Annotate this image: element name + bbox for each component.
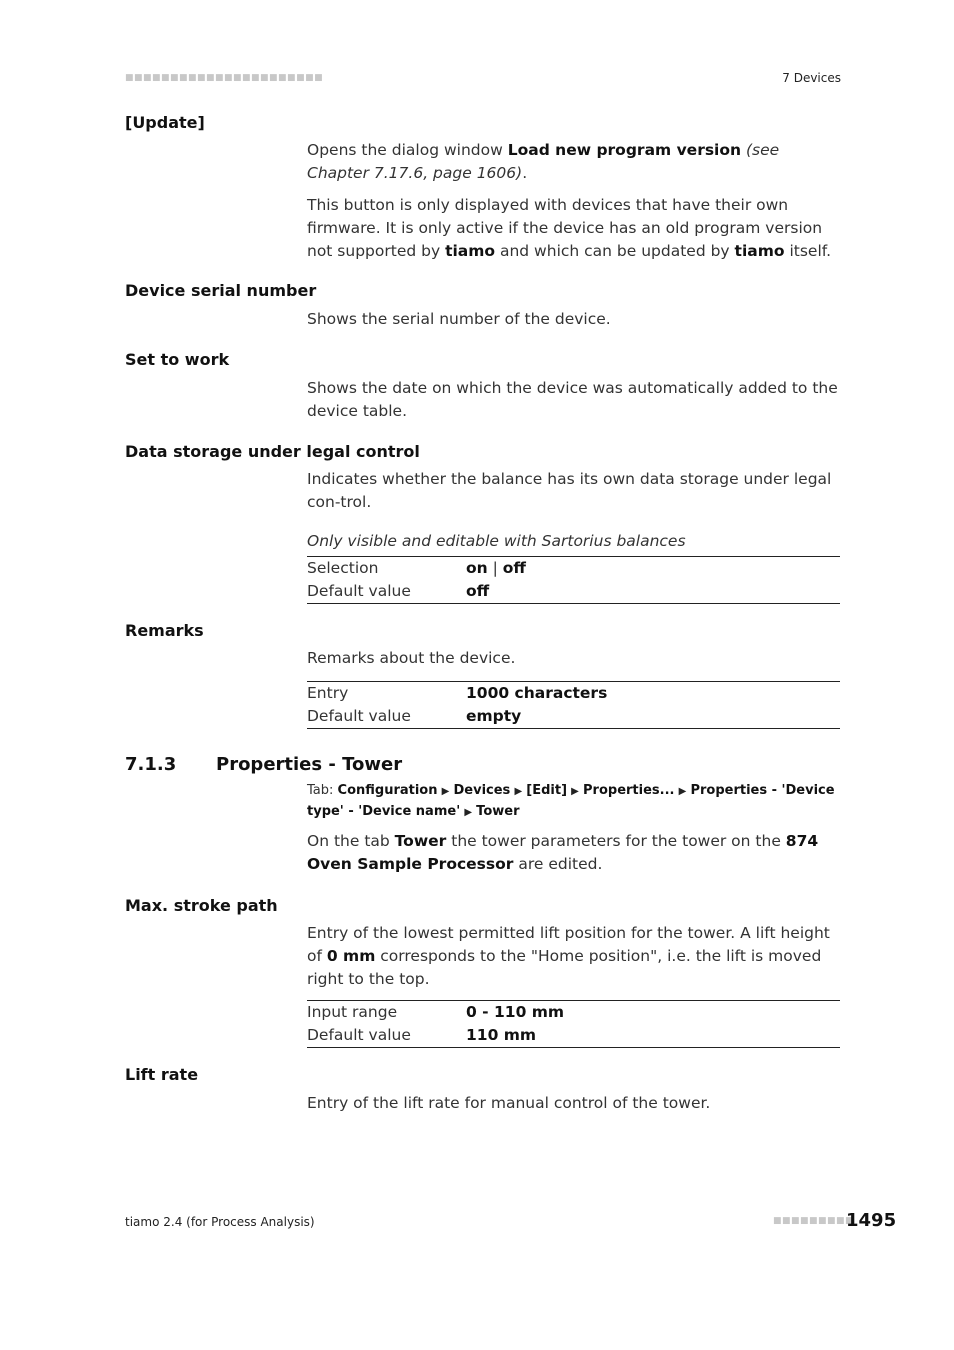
term-update: [Update] xyxy=(125,113,205,132)
table-row xyxy=(307,1001,840,1024)
datastorage-table xyxy=(307,556,840,604)
term-device-serial-number: Device serial number xyxy=(125,281,317,300)
footer-decoration: ■■■■■■■■■ xyxy=(773,1216,855,1226)
stroke-text: corresponds to the "Home position", i.e. the lift is moved right to the top. xyxy=(307,947,822,988)
tab-name: Tower xyxy=(394,832,447,850)
product-name: tiamo xyxy=(734,242,785,260)
triangle-right-icon: ▶ xyxy=(571,786,579,797)
stroke-description xyxy=(307,922,840,991)
stroke-text: Entry of the lowest permitted lift position for the tower. A lift height of xyxy=(307,924,830,965)
dialog-name: Load new program version xyxy=(507,141,742,159)
datastorage-description: Indicates whether the balance has its own data storage under legal con-trol. xyxy=(307,470,832,511)
term-lift-rate: Lift rate xyxy=(125,1065,199,1084)
triangle-right-icon: ▶ xyxy=(678,786,687,797)
row-value: empty xyxy=(466,707,522,725)
update-note-text: This button is only displayed with devices that have their own firmware. It is only active if the device has an old program version not supported by xyxy=(307,196,823,260)
intro-text: the tower parameters for the tower on the xyxy=(446,832,786,850)
row-label: Entry xyxy=(307,684,349,702)
header-decoration: ■■■■■■■■■■■■■■■■■■■■■■ xyxy=(125,73,324,83)
update-text-end: . xyxy=(522,164,528,182)
update-note xyxy=(307,194,840,263)
path-item: Configuration xyxy=(337,783,438,798)
row-label: Selection xyxy=(307,559,379,577)
row-label: Default value xyxy=(307,1026,411,1044)
table-row xyxy=(307,1024,840,1047)
term-data-storage: Data storage under legal control xyxy=(125,442,420,461)
update-note-text: itself. xyxy=(784,242,832,260)
stroke-value: 0 mm xyxy=(326,947,376,965)
update-description xyxy=(307,139,840,185)
triangle-right-icon: ▶ xyxy=(514,786,523,797)
stroke-table xyxy=(307,1000,840,1048)
product-name: tiamo xyxy=(445,242,496,260)
section-intro xyxy=(307,830,840,876)
row-value: 1000 characters xyxy=(466,684,608,702)
triangle-right-icon: ▶ xyxy=(441,786,450,797)
liftrate-description: Entry of the lift rate for manual control of the tower. xyxy=(307,1094,711,1112)
term-remarks: Remarks xyxy=(125,621,204,640)
row-label: Input range xyxy=(307,1003,398,1021)
intro-text: are edited. xyxy=(513,855,603,873)
update-text: Opens the dialog window xyxy=(307,141,508,159)
table-row xyxy=(307,705,840,728)
update-note-text: and which can be updated by xyxy=(495,242,735,260)
row-value: on | off xyxy=(466,559,526,577)
section-title: Properties - Tower xyxy=(216,754,403,775)
chapter-header: 7 Devices xyxy=(782,71,841,85)
row-value: 0 - 110 mm xyxy=(466,1003,565,1021)
table-row xyxy=(307,557,840,580)
row-label: Default value xyxy=(307,582,411,600)
setwork-description: Shows the date on which the device was automatically added to the device table. xyxy=(307,379,838,420)
section-number: 7.1.3 xyxy=(125,754,177,775)
chapter-reference-link[interactable]: (see Chapter 7.17.6, page 1606) xyxy=(307,141,780,182)
term-set-to-work: Set to work xyxy=(125,350,230,369)
path-item: Devices xyxy=(453,783,511,798)
path-item: Properties... xyxy=(583,783,675,798)
tab-label: Tab: xyxy=(307,783,338,798)
remarks-description: Remarks about the device. xyxy=(307,649,516,667)
remarks-table xyxy=(307,681,840,729)
tab-path-breadcrumb xyxy=(307,781,840,823)
intro-text: On the tab xyxy=(307,832,395,850)
path-item: Tower xyxy=(476,804,520,819)
table-row xyxy=(307,580,840,603)
footer-product: tiamo 2.4 (for Process Analysis) xyxy=(125,1215,315,1229)
row-label: Default value xyxy=(307,707,411,725)
path-item: Properties - 'Device type' - 'Device name' xyxy=(307,783,835,819)
datastorage-note: Only visible and editable with Sartorius balances xyxy=(307,532,686,550)
device-name: 874 Oven Sample Processor xyxy=(307,832,819,873)
term-max-stroke-path: Max. stroke path xyxy=(125,896,278,915)
triangle-right-icon: ▶ xyxy=(464,807,473,818)
table-row xyxy=(307,682,840,705)
path-item: [Edit] xyxy=(526,783,568,798)
row-value: 110 mm xyxy=(466,1026,537,1044)
page-number: 1495 xyxy=(846,1210,897,1231)
serial-description: Shows the serial number of the device. xyxy=(307,310,611,328)
row-value: off xyxy=(466,582,490,600)
